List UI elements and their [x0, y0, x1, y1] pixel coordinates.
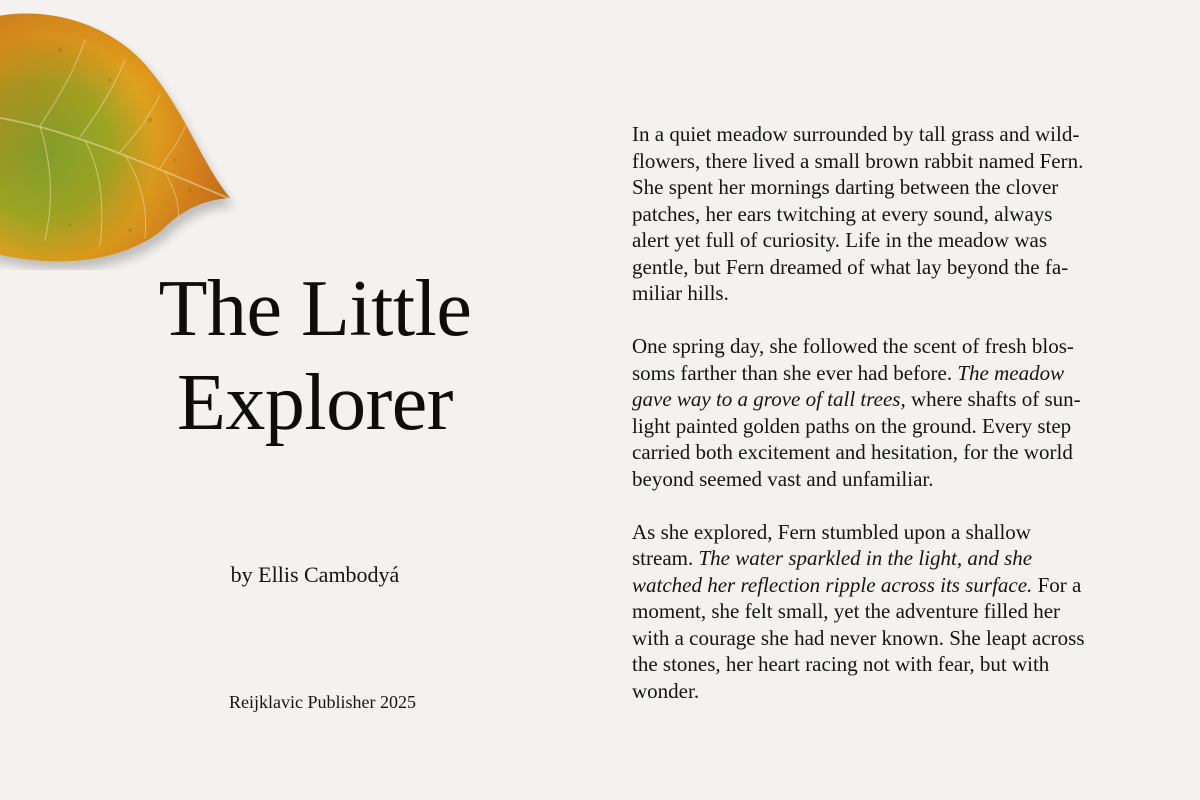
- paragraph-3-text-b: For a moment, she felt small, yet the adventure filled her with a courage she had never known. She leapt across the stones, her heart racing not with fear, but with wonder.: [632, 572, 1085, 703]
- paragraph-2-italic: The meadow gave way to a grove of tall trees,: [632, 360, 1065, 411]
- publisher-line: Reijklavic Publisher 2025: [229, 692, 416, 712]
- paragraph-3-text-a: As she explored, Fern stumbled upon a shallow stream.: [632, 519, 1031, 570]
- book-title: [50, 262, 580, 450]
- story-paragraph-1: In a quiet meadow surrounded by tall grass and wild- flowers, there lived a small brown rabbit named Fern. She spent her mornings darting between the clover patches, her ears twitching at every sound, always alert yet full of curiosity. Life in the meadow was gentle, but Fern dreamed of what lay beyond the fa- miliar hills.: [632, 122, 1084, 305]
- paragraph-2-text-a: One spring day, she followed the scent of fresh blos- soms farther than she ever had before.: [632, 334, 1074, 385]
- paragraph-2-text-b: where shafts of sun- light painted golden paths on the ground. Every step carried both excitement and hesitation, for the world beyond seemed vast and unfamiliar.: [632, 387, 1081, 491]
- story-text: [632, 121, 1132, 731]
- paragraph-3-italic: The water sparkled in the light, and she watched her reflection ripple across its surface.: [632, 546, 1033, 597]
- title-line-1: The Little: [158, 265, 472, 353]
- story-paragraph-3: [632, 519, 1132, 705]
- author-byline: by Ellis Cambodyá: [230, 562, 400, 587]
- autumn-leaf-icon: [0, 0, 240, 270]
- title-line-2: Explorer: [177, 359, 453, 447]
- story-paragraph-2: [632, 333, 1132, 492]
